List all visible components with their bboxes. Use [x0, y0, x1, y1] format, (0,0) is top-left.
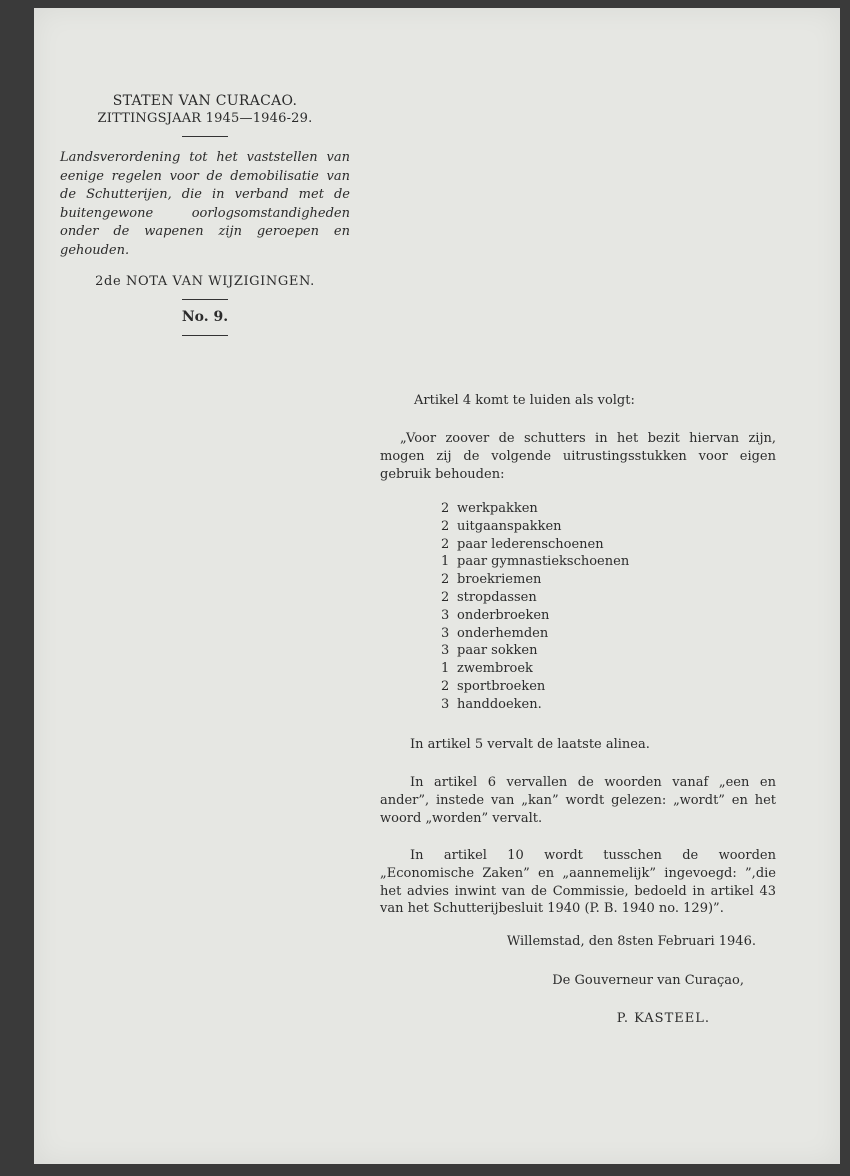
- item-name: paar lederenschoenen: [457, 536, 604, 552]
- list-item: [441, 500, 629, 518]
- list-item: [441, 678, 629, 696]
- item-qty: 2: [441, 678, 450, 694]
- item-name: sportbroeken: [457, 678, 546, 694]
- item-qty: 2: [441, 572, 450, 588]
- item-name: werkpakken: [457, 501, 538, 516]
- signature-name: P. KASTEEL.: [616, 1011, 710, 1026]
- document-number: No. 9.: [181, 309, 229, 325]
- article-4-text: „Voor zoover de schutters in het bezit hiervan zijn, mogen zij de volgende uitrustingsstukken voor eigen gebruik behouden:: [380, 431, 776, 482]
- item-qty: 3: [441, 607, 450, 623]
- item-qty: 3: [441, 625, 450, 641]
- list-item: [441, 518, 629, 536]
- item-qty: 1: [441, 554, 450, 570]
- list-item: [441, 589, 629, 607]
- divider: [60, 335, 350, 336]
- list-item: [441, 660, 629, 678]
- list-item: [441, 607, 629, 625]
- list-item: [441, 553, 629, 571]
- list-item: [441, 642, 629, 660]
- item-name: onderbroeken: [457, 607, 550, 623]
- item-qty: 2: [441, 536, 450, 552]
- item-name: onderhemden: [457, 625, 549, 641]
- item-qty: 2: [441, 589, 450, 605]
- item-name: uitgaanspakken: [457, 518, 562, 534]
- divider: [60, 299, 350, 300]
- nota-heading: 2de NOTA VAN WIJZIGINGEN.: [95, 274, 315, 289]
- equipment-list: [441, 500, 629, 714]
- item-qty: 1: [441, 661, 450, 677]
- ordinance-description: Landsverordening tot het vaststellen van eenige regelen voor de demobilisatie van de Schutterijen, die in verband met de buitengewone oorlogsomstandigheden onder de wapenen zijn geroepen en gehouden.: [60, 150, 350, 258]
- item-qty: 2: [441, 501, 450, 516]
- item-qty: 3: [441, 643, 450, 659]
- document-title: STATEN VAN CURACAO.: [112, 93, 298, 109]
- item-qty: 3: [441, 696, 450, 712]
- item-name: broekriemen: [457, 572, 542, 588]
- governor-title: De Gouverneur van Curaçao,: [552, 973, 744, 988]
- item-qty: 2: [441, 518, 450, 534]
- list-item: [441, 536, 629, 554]
- item-name: paar sokken: [457, 643, 538, 659]
- article-4-intro: Artikel 4 komt te luiden als volgt:: [414, 393, 635, 408]
- session-year: ZITTINGSJAAR 1945—1946-29.: [97, 111, 313, 126]
- list-item: [441, 696, 629, 714]
- item-name: paar gymnastiekschoenen: [457, 554, 630, 570]
- divider: [60, 136, 350, 137]
- article-6-text: In artikel 6 vervallen de woorden vanaf „een en ander”, instede van „kan” wordt gelezen: „wordt” en het woord „worden” vervalt.: [380, 775, 776, 826]
- place-date: Willemstad, den 8sten Februari 1946.: [506, 934, 756, 949]
- article-10-text: In artikel 10 wordt tusschen de woorden „Economische Zaken” en „aannemelijk” ingevoegd: ”,die het advies inwint van de Commissie, bedoeld in artikel 43 van het Schutterijbesluit 1940 (P. B. 1940 no. 129)”.: [380, 848, 776, 917]
- item-name: zwembroek: [457, 661, 533, 677]
- list-item: [441, 625, 629, 643]
- item-name: stropdassen: [457, 589, 537, 605]
- article-5-text: In artikel 5 vervalt de laatste alinea.: [410, 737, 650, 752]
- list-item: [441, 571, 629, 589]
- item-name: handdoeken.: [457, 696, 542, 712]
